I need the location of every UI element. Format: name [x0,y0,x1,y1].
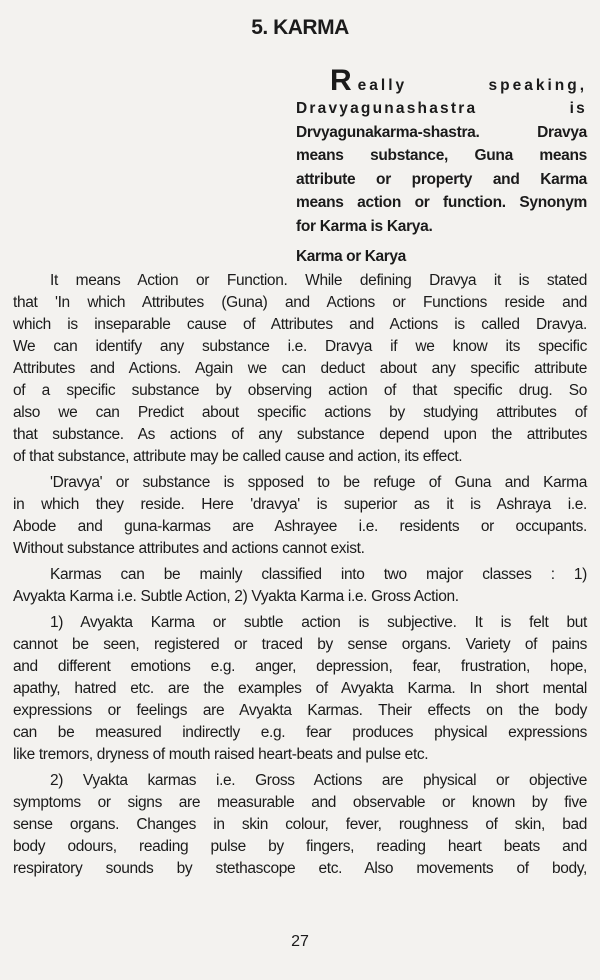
paragraph [13,770,587,880]
paragraph [13,472,587,560]
intro-line: Dravyagunashastra is [296,100,587,117]
paragraph [13,612,587,766]
text-line: that 'In which Attributes (Guna) and Actions or Functions reside and [13,294,587,311]
text-line: of a specific substance by observing action of that specific drug. So [13,382,587,399]
body-text [13,270,587,884]
text-line: expressions or feelings are Avyakta Karmas. Their effects on the body [13,702,587,719]
intro-line: means action or function. Synonym [296,194,587,211]
subheading: Karma or Karya [296,248,406,265]
text-line: 2) Vyakta karmas i.e. Gross Actions are physical or objective [50,772,587,789]
paragraph [13,564,587,608]
text-line: of that substance, attribute may be called cause and action, its effect. [13,448,463,465]
text-line: and different emotions e.g. anger, depression, fear, frustration, hope, [13,658,587,675]
text-line: 1) Avyakta Karma or subtle action is subjective. It is felt but [50,614,587,631]
intro-line: attribute or property and Karma [296,170,587,188]
page-number: 27 [291,933,309,950]
text-line: 'Dravya' or substance is spposed to be refuge of Guna and Karma [50,474,587,491]
text-line: which is inseparable cause of Attributes and Actions is called Dravya. [13,316,587,333]
drop-cap: R [330,64,352,97]
text-line: apathy, hatred etc. are the examples of Avyakta Karma. In short mental [13,680,587,697]
text-line: that substance. As actions of any substance depend upon the attributes [13,426,587,443]
text-line: We can identify any substance i.e. Dravya if we know its specific [13,338,587,355]
text-line: Without substance attributes and actions cannot exist. [13,540,365,557]
paragraph [13,270,587,468]
intro-line: Drvyagunakarma-shastra. Dravya [296,123,587,141]
intro-first-line-text: eally speaking, [357,77,587,94]
text-line: body odours, reading pulse by fingers, reading heart beats and [13,838,587,855]
intro-line: means substance, Guna means [296,147,587,164]
text-line: like tremors, dryness of mouth raised heart-beats and pulse etc. [13,746,429,763]
text-line: Karmas can be mainly classified into two major classes : 1) [50,566,587,583]
intro-first-line [330,66,587,96]
text-line: in which they reside. Here 'dravya' is superior as it is Ashraya i.e. [13,496,587,513]
text-line: Attributes and Actions. Again we can deduct about any specific attribute [13,360,587,377]
text-line: Avyakta Karma i.e. Subtle Action, 2) Vyakta Karma i.e. Gross Action. [13,588,459,605]
text-line: Abode and guna-karmas are Ashrayee i.e. residents or occupants. [13,518,587,535]
text-line: symptoms or signs are measurable and observable or known by five [13,794,587,811]
text-line: also we can Predict about specific actions by studying attributes of [13,404,587,421]
text-line: can be measured indirectly e.g. fear produces physical expressions [13,724,587,741]
chapter-title: 5. KARMA [251,16,349,39]
text-line: cannot be seen, registered or traced by sense organs. Variety of pains [13,636,587,653]
intro-column [296,97,587,238]
text-line: sense organs. Changes in skin colour, fever, roughness of skin, bad [13,816,587,833]
intro-line: for Karma is Karya. [296,217,433,235]
text-line: respiratory sounds by stethascope etc. Also movements of body, [13,860,587,877]
text-line: It means Action or Function. While defining Dravya it is stated [50,272,587,289]
